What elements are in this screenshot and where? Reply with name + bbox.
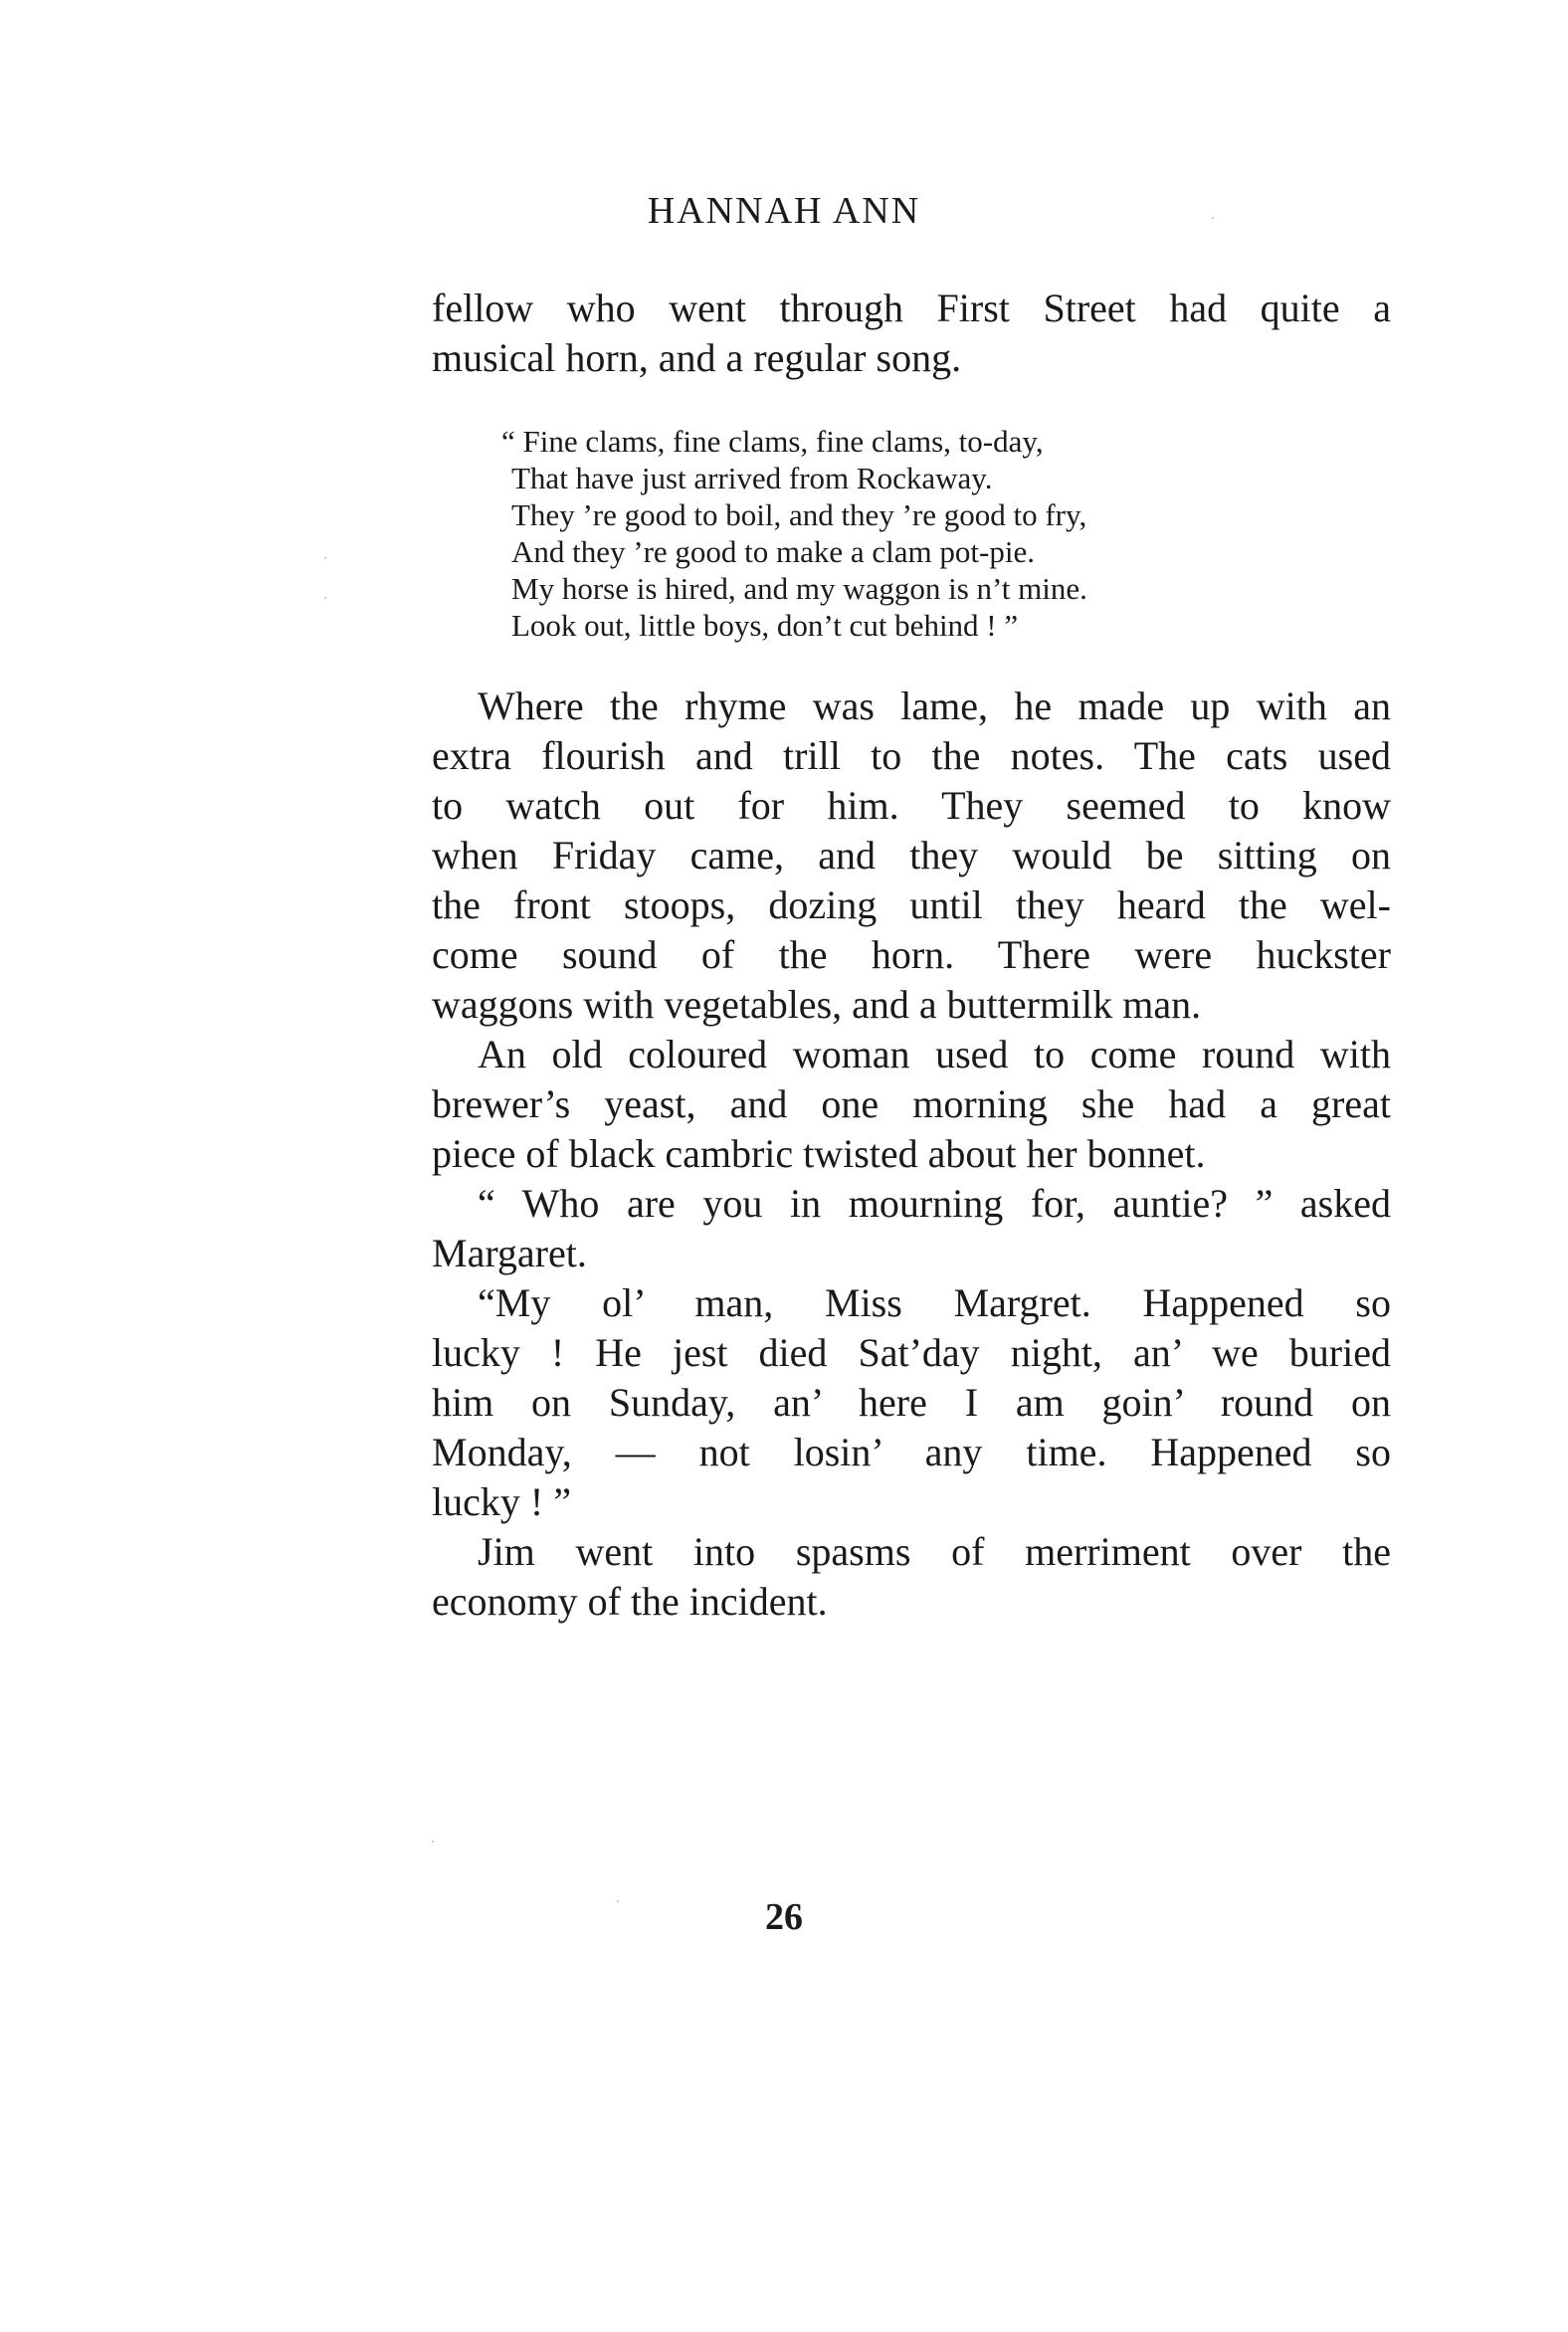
paper-speck [324,597,326,599]
verse-line: “ Fine clams, fine clams, fine clams, to-day, [501,424,1044,459]
paragraph-question [432,1179,1391,1278]
page-body [432,284,1391,1627]
text-line: Margaret. [432,1231,587,1275]
song-verse [432,423,1391,644]
text-line: to watch out for him. They seemed to know [432,783,1391,828]
text-line: when Friday came, and they would be sitting on [432,833,1391,877]
text-line: lucky ! ” [432,1479,571,1524]
paragraph-jim [432,1527,1391,1627]
paragraph-cats [432,681,1391,1030]
verse-line: That have just arrived from Rockaway. [511,461,993,495]
text-line: Monday, — not losin’ any time. Happened so [432,1430,1391,1474]
verse-line: My horse is hired, and my waggon is n’t mine. [511,571,1087,606]
text-line: him on Sunday, an’ here I am goin’ round on [432,1380,1391,1425]
verse-line: They ’re good to boil, and they ’re good to fry, [511,497,1087,532]
text-line: fellow who went through First Street had quite a [432,286,1391,330]
text-line: lucky ! He jest died Sat’day night, an’ we buried [432,1330,1391,1375]
text-line: brewer’s yeast, and one morning she had a great [432,1081,1391,1126]
text-line: economy of the incident. [432,1579,828,1624]
text-line: Where the rhyme was lame, he made up with an [478,683,1391,728]
text-line: An old coloured woman used to come round with [478,1032,1391,1076]
paragraph-opening [432,284,1391,383]
text-line: “My ol’ man, Miss Margret. Happened so [478,1280,1391,1325]
verse-line: Look out, little boys, don’t cut behind ! ” [511,608,1019,643]
text-line: “ Who are you in mourning for, auntie? ” asked [478,1181,1391,1226]
text-line: waggons with vegetables, and a buttermilk man. [432,982,1202,1027]
verse-line: And they ’re good to make a clam pot-pie. [511,534,1035,569]
text-line: extra flourish and trill to the notes. The cats used [432,733,1391,778]
text-line: come sound of the horn. There were huckster [432,932,1391,977]
text-line: musical horn, and a regular song. [432,335,962,380]
text-line: the front stoops, dozing until they heard the wel- [432,882,1391,927]
paper-speck [324,557,326,559]
paragraph-reply [432,1278,1391,1527]
text-line: Jim went into spasms of merriment over the [478,1529,1391,1574]
text-line: piece of black cambric twisted about her bonnet. [432,1131,1206,1176]
paper-speck [617,1900,619,1902]
paper-speck [1212,217,1214,219]
page-number: 26 [765,1896,803,1938]
paragraph-coloured-woman [432,1030,1391,1179]
paper-speck [432,1841,434,1843]
running-head: HANNAH ANN [647,190,921,232]
